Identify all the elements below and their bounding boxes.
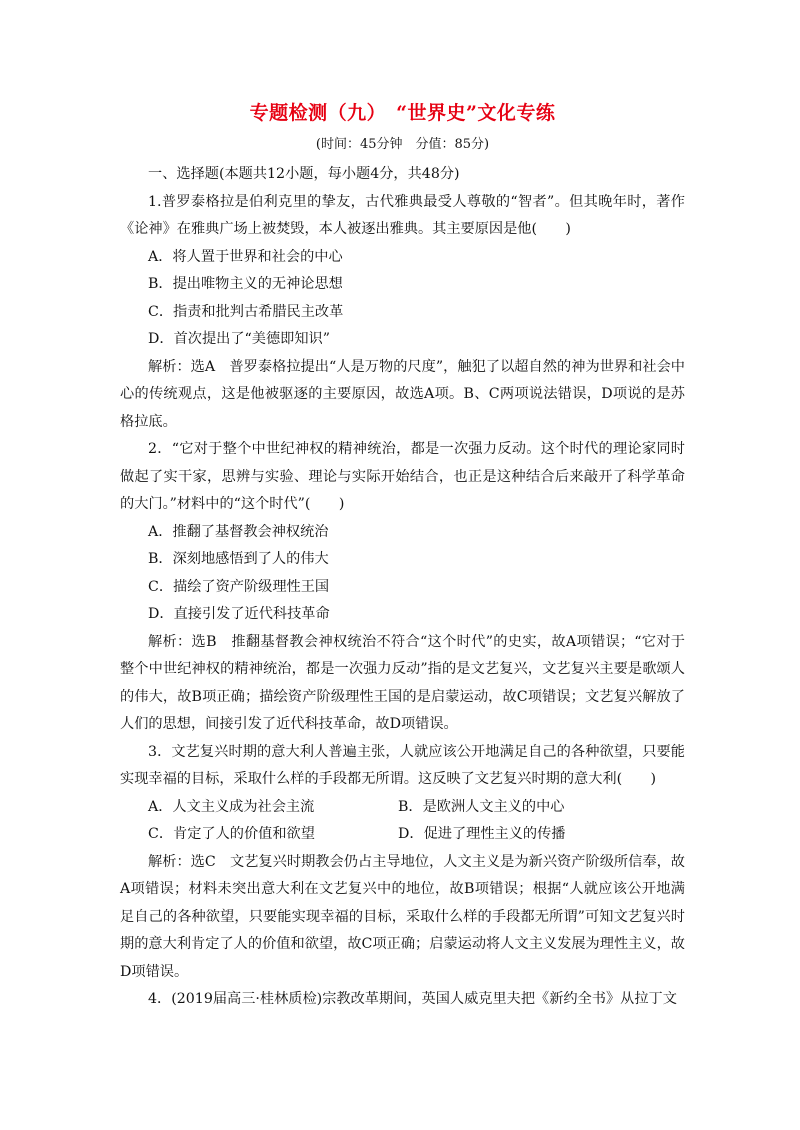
question-2-option-d: D．直接引发了近代科技革命 — [148, 606, 330, 622]
question-2-analysis: 解析：选B 推翻基督教会神权统治不符合“这个时代”的史实，故A项错误；“它对于整个中世纪神权的精神统治，都是一次强力反动”指的是文艺复兴，文艺复兴主要是歌颂人的伟大，故B项正确；描绘资产阶级理性王国的是启蒙运动，故C项错误；文艺复兴解放了人们的思想，间接引发了近代科技革命，故D项错误。 — [120, 633, 685, 732]
question-1-option-c: C．指责和批判古希腊民主改革 — [148, 303, 344, 320]
page-title: 专题检测（九） “世界史”文化专练 — [249, 102, 556, 124]
question-3-options-row-1 — [120, 794, 685, 822]
question-1-stem: 1.普罗泰格拉是伯利克里的挚友，古代雅典最受人尊敬的“智者”。但其晚年时，著作《论神》在雅典广场上被焚毁，本人被逐出雅典。其主要原因是他( ) — [120, 193, 685, 237]
question-3-option-c: C．肯定了人的价值和欲望 — [148, 826, 315, 842]
section-heading: 一、选择题(本题共12小题，每小题4分，共48分) — [148, 166, 460, 182]
question-3-option-d: D．促进了理性主义的传播 — [398, 826, 566, 842]
question-3-option-a: A．人文主义成为社会主流 — [148, 798, 315, 815]
question-2-option-b: B．深刻地感悟到了人的伟大 — [148, 551, 329, 567]
page-subtitle: (时间：45分钟 分值：85分) — [315, 137, 490, 152]
question-2-option-a: A．推翻了基督教会神权统治 — [148, 523, 329, 540]
question-2-option-c: C．描绘了资产阶级理性王国 — [148, 578, 330, 595]
question-3-stem: 3．文艺复兴时期的意大利人普遍主张，人就应该公开地满足自己的各种欲望，只要能实现幸福的目标，采取什么样的手段都无所谓。这反映了文艺复兴时期的意大利( ) — [120, 743, 685, 787]
question-1-analysis: 解析：选A 普罗泰格拉提出“人是万物的尺度”，触犯了以超自然的神为世界和社会中心的传统观点，这是他被驱逐的主要原因，故选A项。B、C两项说法错误，D项说的是苏格拉底。 — [120, 358, 685, 430]
question-1-option-b: B．提出唯物主义的无神论思想 — [148, 276, 343, 292]
question-3-analysis: 解析：选C 文艺复兴时期教会仍占主导地位，人文主义是为新兴资产阶级所信奉，故A项错误；材料未突出意大利在文艺复兴中的地位，故B项错误；根据“人就应该公开地满足自己的各种欲望，只要能实现幸福的目标，采取什么样的手段都无所谓”可知文艺复兴时期的意大利肯定了人的价值和欲望，故C项正确；启蒙运动将人文主义发展为理性主义，故D项错误。 — [120, 853, 685, 980]
question-1-option-a: A．将人置于世界和社会的中心 — [148, 248, 343, 265]
question-4-stem: 4．(2019届高三·桂林质检)宗教改革期间，英国人威克里夫把《新约全书》从拉丁文 — [148, 991, 677, 1007]
question-3-options-row-2 — [120, 821, 685, 849]
document-page — [120, 100, 685, 1014]
question-1-option-d: D．首次提出了“美德即知识” — [148, 331, 330, 347]
question-2-stem: 2．“它对于整个中世纪神权的精神统治，都是一次强力反动。这个时代的理论家同时做起了实干家，思辨与实验、理论与实际开始结合，也正是这种结合后来敲开了科学革命的大门。”材料中的“这个时代”( ) — [120, 441, 685, 512]
question-3-option-b: B．是欧洲人文主义的中心 — [398, 798, 565, 815]
